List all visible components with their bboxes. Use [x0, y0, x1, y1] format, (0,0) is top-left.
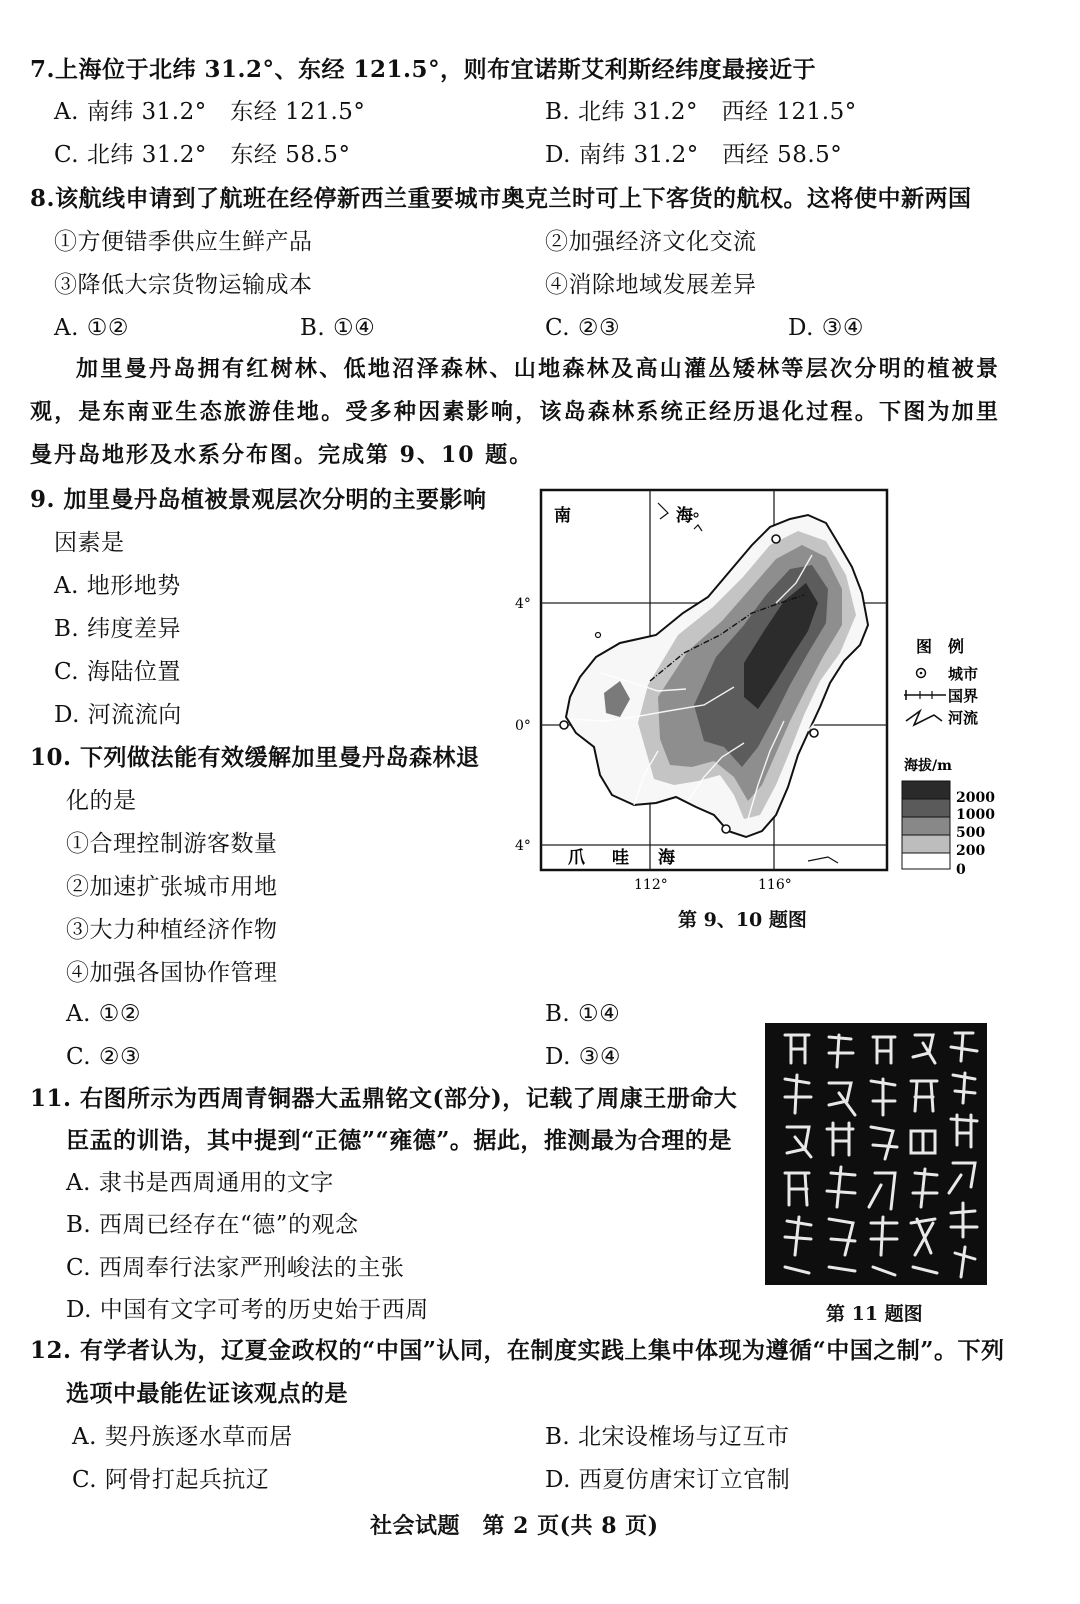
q9-option-a[interactable]: A. 地形地势 [54, 573, 181, 599]
q10-stem-line2: 化的是 [66, 788, 137, 814]
map-label-sea-south-2: 哇 [612, 848, 629, 868]
q9-stem-line2: 因素是 [54, 530, 125, 556]
elevation-level-0: 0 [956, 862, 966, 878]
q10-option-a[interactable]: A. ①② [66, 1001, 141, 1027]
q10-option-c[interactable]: C. ②③ [66, 1044, 142, 1070]
map-lat-label-bottom: 4° [515, 838, 531, 854]
elevation-level-500: 500 [956, 825, 986, 841]
q10-option-b[interactable]: B. ①④ [545, 1001, 621, 1027]
map-lon-label-left: 112° [634, 877, 668, 893]
q11-stem-line2: 臣盂的训诰，其中提到“正德”“雍德”。据此，推测最为合理的是 [66, 1127, 732, 1154]
q8-option-b[interactable]: B. ①④ [300, 315, 376, 341]
q10-stem-line1: 10. 下列做法能有效缓解加里曼丹岛森林退 [30, 744, 480, 771]
elevation-level-200: 200 [956, 843, 986, 859]
q11-option-b[interactable]: B. 西周已经存在“德”的观念 [66, 1212, 359, 1238]
q7-stem: 7.上海位于北纬 31.2°、东经 121.5°，则布宜诺斯艾利斯经纬度最接近于 [30, 56, 817, 83]
legend-city-label: 城市 [948, 665, 979, 683]
legend-title: 图 例 [916, 637, 965, 656]
map-lat-label-top: 4° [515, 596, 531, 612]
legend-river-icon [906, 711, 942, 725]
q10-statement-4: ④加强各国协作管理 [66, 960, 278, 986]
elevation-level-1000: 1000 [956, 807, 995, 823]
q8-statement-3: ③降低大宗货物运输成本 [54, 272, 313, 298]
map-label-sea-south-3: 海 [658, 848, 675, 868]
inscription-caption: 第 11 题图 [826, 1303, 923, 1325]
page-footer: 社会试题 第 2 页(共 8 页) [370, 1513, 659, 1539]
q7-option-b[interactable]: B. 北纬 31.2° 西经 121.5° [545, 99, 857, 125]
borneo-map-figure [508, 485, 1008, 895]
q8-statement-2: ②加强经济文化交流 [545, 229, 757, 255]
q7-option-c[interactable]: C. 北纬 31.2° 东经 58.5° [54, 142, 351, 168]
q8-option-c[interactable]: C. ②③ [545, 315, 621, 341]
q8-option-d[interactable]: D. ③④ [788, 315, 864, 341]
legend-border-icon [904, 690, 946, 700]
material-passage: 加里曼丹岛拥有红树林、低地沼泽森林、山地森林及高山灌丛矮林等层次分明的植被景观，是东南亚生态旅游佳地。受多种因素影响，该岛森林系统正经历退化过程。下图为加里曼丹岛地形及水系分布图。完成第 9、10 题。 [30, 356, 1000, 468]
q11-option-c[interactable]: C. 西周奉行法家严刑峻法的主张 [66, 1255, 405, 1281]
q9-stem-line1: 9. 加里曼丹岛植被景观层次分明的主要影响 [30, 486, 487, 513]
q7-option-d[interactable]: D. 南纬 31.2° 西经 58.5° [545, 142, 843, 168]
q12-option-a[interactable]: A. 契丹族逐水草而居 [72, 1424, 293, 1450]
legend-river-label: 河流 [948, 709, 979, 727]
q8-statement-1: ①方便错季供应生鲜产品 [54, 229, 313, 255]
q8-statement-4: ④消除地域发展差异 [545, 272, 757, 298]
map-label-sea-south-1: 爪 [568, 848, 585, 868]
map-lat-label-mid: 0° [515, 718, 531, 734]
q12-stem-line1: 12. 有学者认为，辽夏金政权的“中国”认同，在制度实践上集中体现为遵循“中国之制”。下列 [30, 1337, 1005, 1364]
q12-option-d[interactable]: D. 西夏仿唐宋订立官制 [545, 1467, 791, 1493]
q10-statement-3: ③大力种植经济作物 [66, 917, 278, 943]
q7-option-a[interactable]: A. 南纬 31.2° 东经 121.5° [54, 99, 366, 125]
q8-stem: 8.该航线申请到了航班在经停新西兰重要城市奥克兰时可上下客货的航权。这将使中新两国 [30, 185, 972, 212]
bronze-inscription-image [765, 1023, 987, 1285]
elevation-level-2000: 2000 [956, 790, 995, 806]
q11-stem-line1: 11. 右图所示为西周青铜器大盂鼎铭文(部分)，记载了周康王册命大 [30, 1085, 738, 1112]
q9-option-b[interactable]: B. 纬度差异 [54, 616, 182, 642]
q10-statement-1: ①合理控制游客数量 [66, 831, 278, 857]
q12-option-b[interactable]: B. 北宋设榷场与辽互市 [545, 1424, 790, 1450]
elevation-title: 海拔/m [904, 758, 952, 774]
map-label-sea-north-1: 南 [554, 506, 571, 526]
q10-statement-2: ②加速扩张城市用地 [66, 874, 278, 900]
q10-option-d[interactable]: D. ③④ [545, 1044, 621, 1070]
legend-border-label: 国界 [948, 687, 979, 705]
q11-option-a[interactable]: A. 隶书是西周通用的文字 [66, 1170, 334, 1196]
q11-option-d[interactable]: D. 中国有文字可考的历史始于西周 [66, 1297, 429, 1323]
q9-option-c[interactable]: C. 海陆位置 [54, 659, 181, 685]
borneo-map [508, 485, 1008, 895]
q12-stem-line2: 选项中最能佐证该观点的是 [66, 1380, 348, 1407]
map-label-sea-north-2: 海 [676, 506, 693, 526]
map-lon-label-right: 116° [758, 877, 792, 893]
q9-option-d[interactable]: D. 河流流向 [54, 702, 182, 728]
map-caption: 第 9、10 题图 [678, 909, 807, 931]
q12-option-c[interactable]: C. 阿骨打起兵抗辽 [72, 1467, 270, 1493]
q8-option-a[interactable]: A. ①② [54, 315, 129, 341]
elevation-scale [902, 781, 950, 869]
